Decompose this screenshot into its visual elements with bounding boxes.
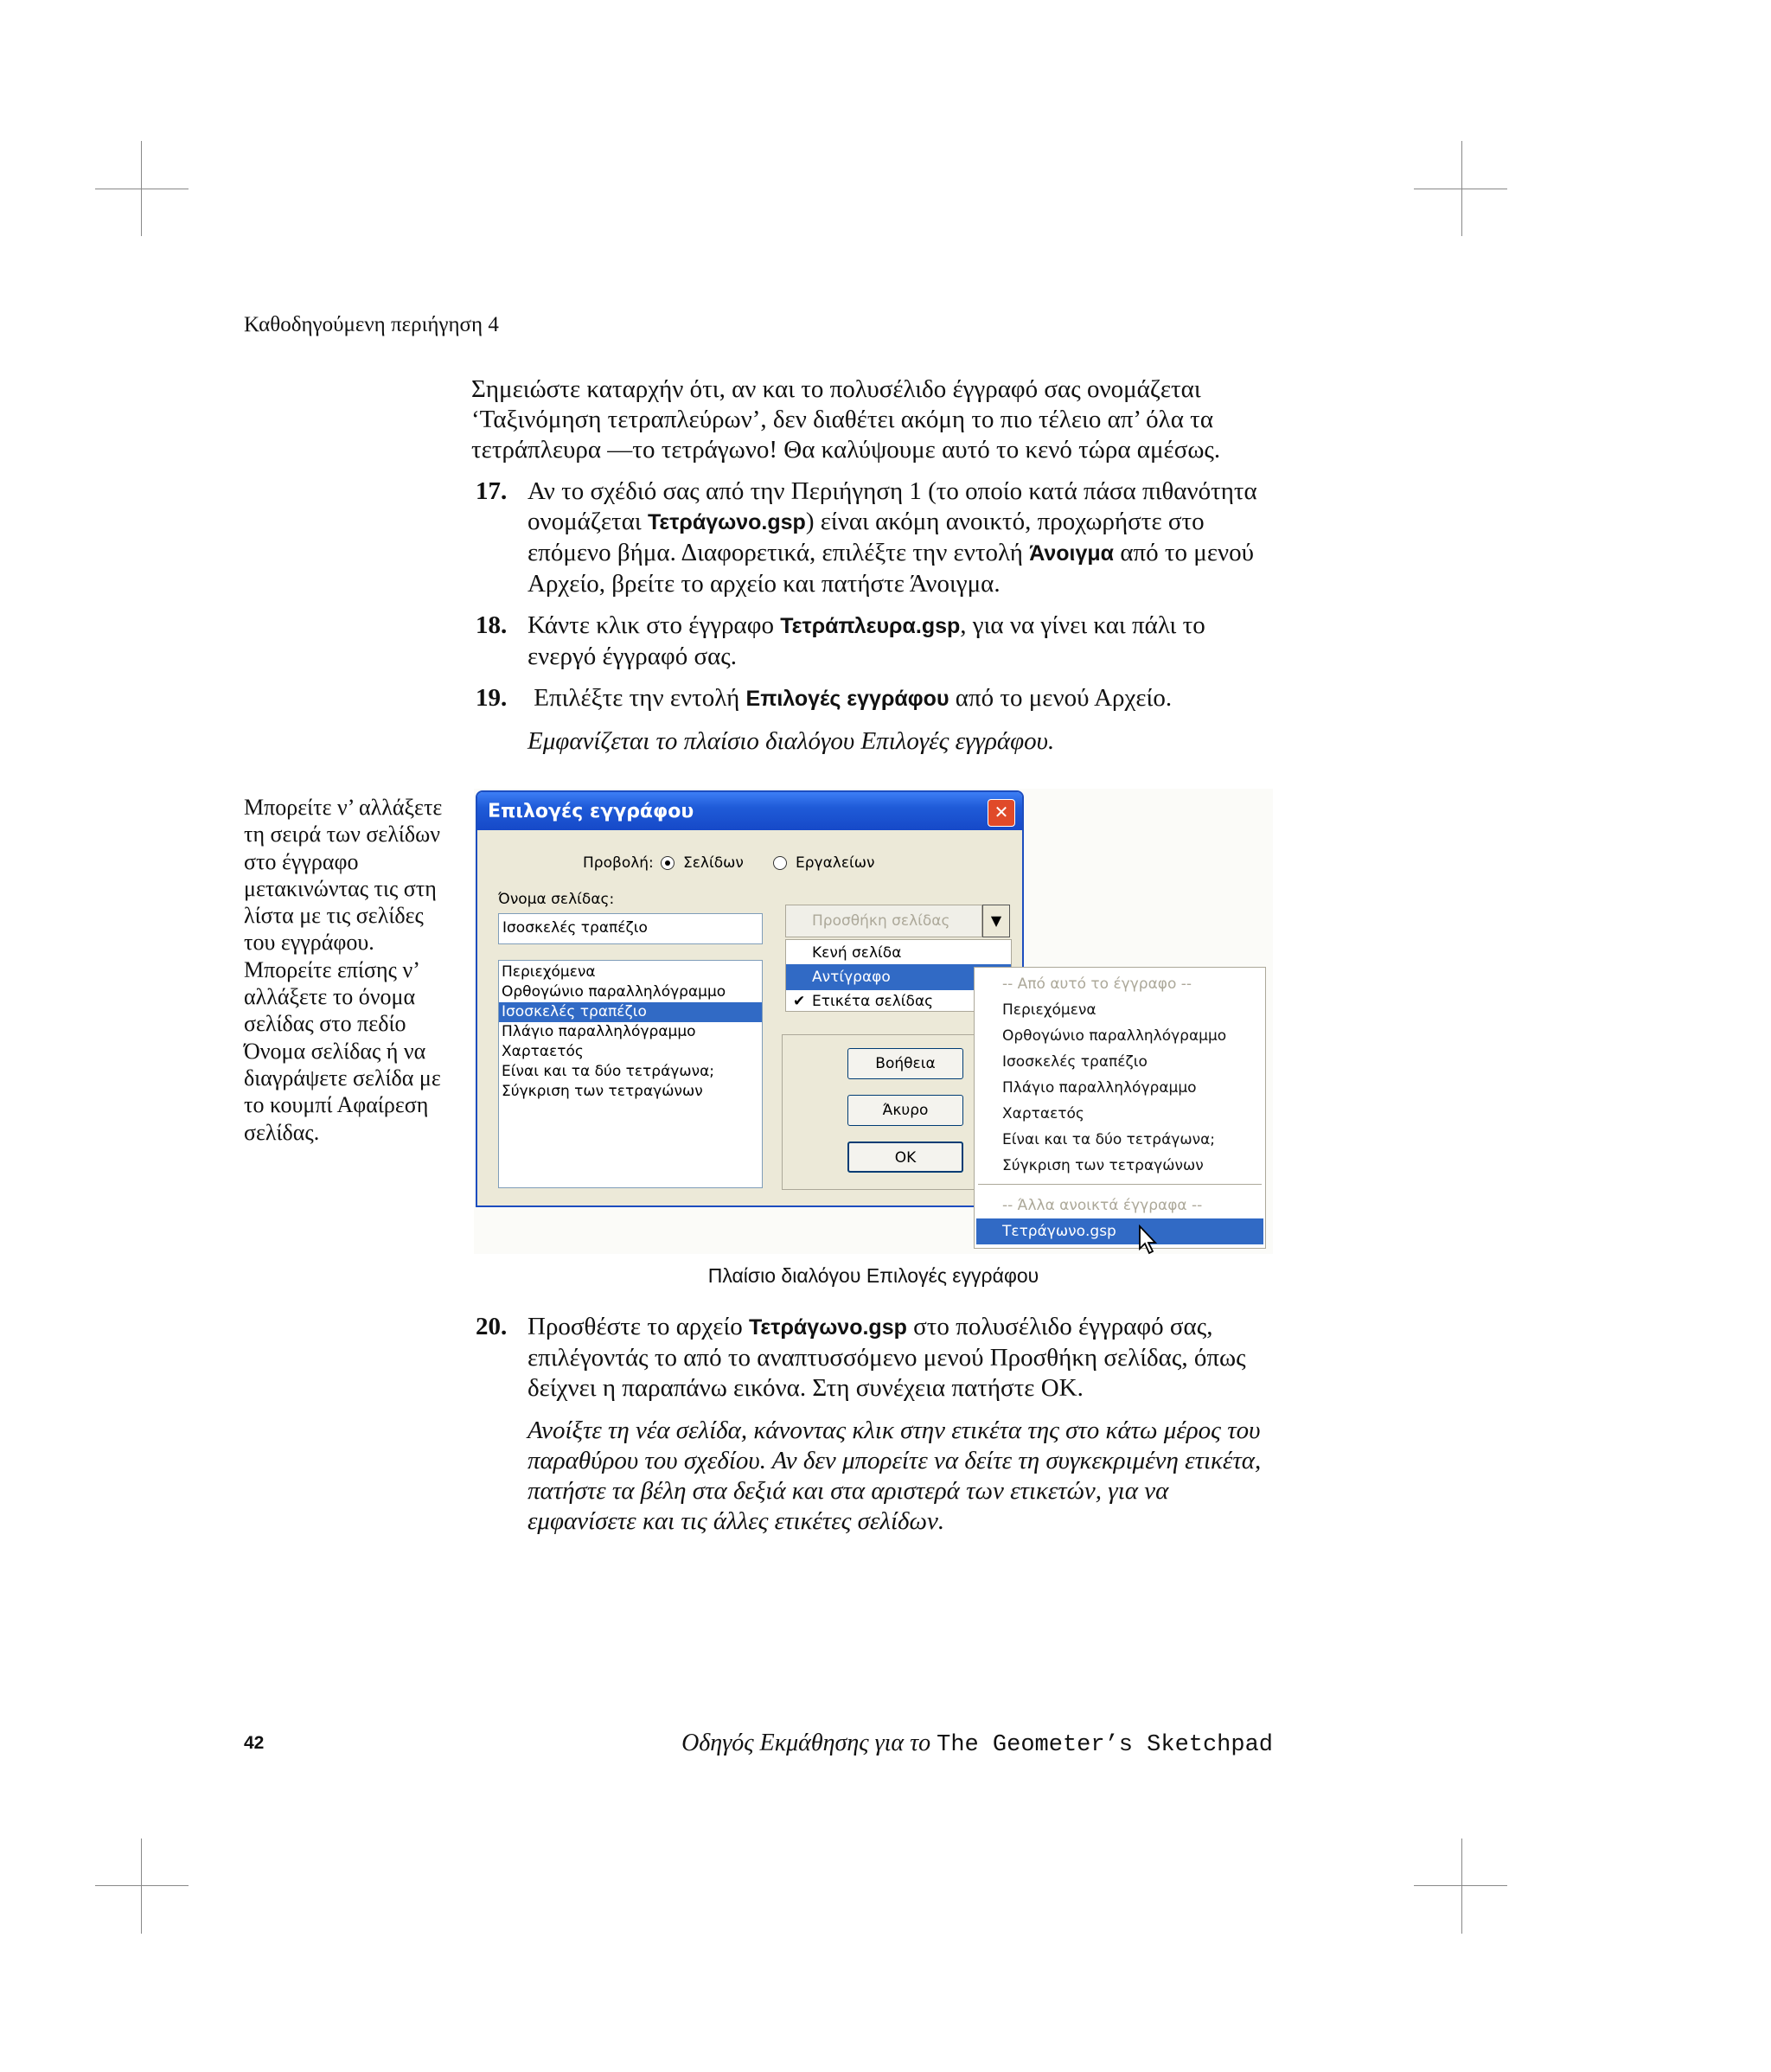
radio-pages[interactable] <box>661 856 675 870</box>
submenu-item[interactable]: Ορθογώνιο παραλληλόγραμμο <box>1002 1027 1227 1045</box>
submenu-item[interactable]: Περιεχόμενα <box>1002 1001 1096 1019</box>
list-item[interactable]: Χαρταετός <box>502 1043 584 1060</box>
menu-item-copy[interactable]: Αντίγραφο <box>786 964 1011 990</box>
copy-submenu <box>974 967 1266 1249</box>
step-19-note: Εμφανίζεται το πλαίσιο διαλόγου Επιλογές εγγράφου. <box>527 727 1055 755</box>
step-text: Αν το σχέδιό σας από την Περιήγηση 1 (το οποίο κατά πάσα πιθανότητα ονομάζεται Τετράγωνο.gsp) είναι ακόμη ανοικτό, προχωρήστε στο επόμενο βήμα. Διαφορετικά, επιλέξτε την εντολή Άνοιγμα από το μενού Αρχείο, βρείτε το αρχείο και πατήστε Άνοιγμα. <box>527 477 1257 598</box>
crop-mark <box>1414 1885 1507 1886</box>
dialog-title: Επιλογές εγγράφου <box>488 801 694 822</box>
footer-title: Οδηγός Εκμάθησης για το The Geometer’s Sketchpad <box>681 1730 1273 1758</box>
step-text: Προσθέστε το αρχείο Τετράγωνο.gsp στο πολυσέλιδο έγγραφό σας, επιλέγοντάς το από το αναπτυσσόμενο μενού Προσθήκη σελίδας, όπως δείχνει η παραπάνω εικόνα. Στη συνέχεια πατήστε ΟΚ. <box>527 1313 1246 1402</box>
radio-pages-label: Σελίδων <box>683 854 744 872</box>
list-item-selected[interactable]: Ισοσκελές τραπέζιο <box>499 1002 762 1022</box>
cancel-button[interactable]: Άκυρο <box>847 1095 963 1126</box>
list-item[interactable]: Ορθογώνιο παραλληλόγραμμο <box>502 983 726 1001</box>
figure-caption: Πλαίσιο διαλόγου Επιλογές εγγράφου <box>707 1264 1039 1287</box>
ok-button[interactable]: OK <box>847 1142 963 1173</box>
radio-tools[interactable] <box>773 856 787 870</box>
menu-item-blank[interactable]: Κενή σελίδα <box>812 944 902 962</box>
crop-mark <box>1461 1839 1462 1934</box>
add-page-button[interactable]: Προσθήκη σελίδας <box>785 905 982 937</box>
pages-list[interactable] <box>498 960 763 1188</box>
view-label: Προβολή: <box>583 854 654 872</box>
list-item[interactable]: Είναι και τα δύο τετράγωνα; <box>502 1063 715 1080</box>
crop-mark <box>1461 141 1462 236</box>
close-button[interactable] <box>988 799 1015 827</box>
running-header: Καθοδηγούμενη περιήγηση 4 <box>244 313 499 336</box>
crop-mark <box>141 141 142 236</box>
help-button[interactable]: Βοήθεια <box>847 1048 963 1079</box>
submenu-item[interactable]: Πλάγιο παραλληλόγραμμο <box>1002 1079 1197 1097</box>
submenu-item[interactable]: Είναι και τα δύο τετράγωνα; <box>1002 1131 1216 1148</box>
list-item[interactable]: Σύγκριση των τετραγώνων <box>502 1083 703 1100</box>
submenu-item-selected[interactable]: Τετράγωνο.gsp <box>976 1218 1263 1244</box>
submenu-header: -- Άλλα ανοικτά έγγραφα -- <box>1002 1197 1203 1214</box>
dialog-screenshot <box>474 789 1273 1254</box>
step-number: 19. <box>476 684 508 712</box>
radio-tools-label: Εργαλείων <box>796 854 875 872</box>
page-name-value: Ισοσκελές τραπέζιο <box>502 919 648 937</box>
page-name-label: Όνομα σελίδας: <box>498 891 615 908</box>
submenu-item[interactable]: Χαρταετός <box>1002 1105 1084 1122</box>
submenu-header: -- Από αυτό το έγγραφο -- <box>1002 975 1192 993</box>
page-number: 42 <box>244 1733 265 1753</box>
dialog-titlebar[interactable] <box>477 792 1022 830</box>
submenu-item[interactable]: Ισοσκελές τραπέζιο <box>1002 1053 1148 1071</box>
crop-mark <box>141 1839 142 1934</box>
step-number: 17. <box>476 477 508 505</box>
list-item[interactable]: Περιεχόμενα <box>502 963 596 981</box>
check-icon: ✔ <box>793 993 806 1010</box>
page-name-field[interactable] <box>498 913 763 944</box>
submenu-item[interactable]: Σύγκριση των τετραγώνων <box>1002 1157 1204 1174</box>
mouse-cursor-icon <box>1138 1225 1159 1256</box>
intro-paragraph: Σημειώστε καταρχήν ότι, αν και το πολυσέλιδο έγγραφό σας ονομάζεται ‘Ταξινόμηση τετραπλεύρων’, δεν διαθέτει ακόμη το πιο τέλειο απ’ όλα τα τετράπλευρα —το τετράγωνο! Θα καλύψουμε αυτό το κενό τώρα αμέσως. <box>471 375 1221 464</box>
step-text: Επιλέξτε την εντολή Επιλογές εγγράφου από το μενού Αρχείο. <box>534 684 1173 712</box>
step-20-note: Ανοίξτε τη νέα σελίδα, κάνοντας κλικ στην ετικέτα της στο κάτω μέρος του παραθύρου του σχεδίου. Αν δεν μπορείτε να δείτε τη συγκεκριμένη ετικέτα, πατήστε τα βέλη στα δεξιά και στα αριστερά των ετικετών, για να εμφανίσετε και τις άλλες ετικέτες σελίδων. <box>527 1417 1262 1535</box>
step-text: Κάντε κλικ στο έγγραφο Τετράπλευρα.gsp, για να γίνει και πάλι το ενεργό έγγραφό σας. <box>527 611 1205 670</box>
step-number: 20. <box>476 1313 508 1340</box>
document-options-dialog <box>476 790 1024 1207</box>
crop-mark <box>95 1885 189 1886</box>
chevron-down-icon: ▼ <box>990 912 1002 929</box>
step-number: 18. <box>476 611 508 639</box>
close-icon: ✕ <box>994 802 1009 822</box>
margin-note: Μπορείτε ν’ αλλάξετε τη σειρά των σελίδων στο έγγραφο μετακινώντας τις στη λίστα με τις σελίδες του εγγράφου. Μπορείτε επίσης ν’ αλλάξετε το όνομα σελίδας στο πεδίο Όνομα σελίδας ή να διαγράψετε σελίδα με το κουμπί Αφαίρεση σελίδας. <box>244 795 443 1145</box>
submenu-separator <box>978 1184 1262 1185</box>
add-page-dropdown[interactable] <box>982 905 1010 937</box>
menu-item-page-tab[interactable]: ✔ Ετικέτα σελίδας <box>786 988 1011 1014</box>
list-item[interactable]: Πλάγιο παραλληλόγραμμο <box>502 1023 696 1040</box>
